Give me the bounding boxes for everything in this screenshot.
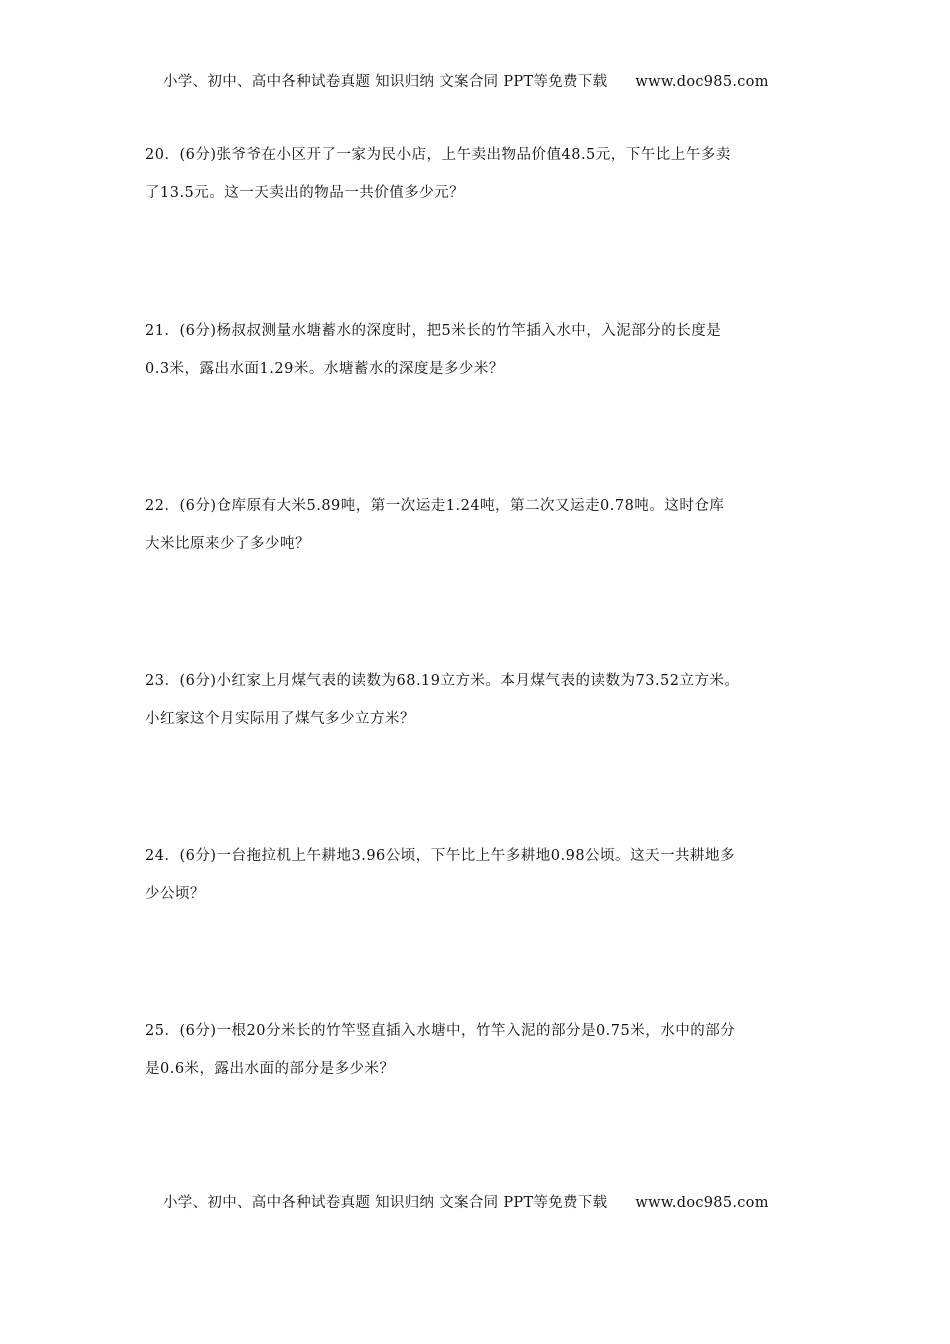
question-line: 是0.6米，露出水面的部分是多少米？ [145, 1061, 395, 1077]
question-22 [145, 487, 825, 563]
question-line: 少公顷？ [145, 886, 205, 902]
page-header [163, 70, 769, 91]
question-line: 25．(6分)一根20分米长的竹竿竖直插入水塘中，竹竿入泥的部分是0.75米，水中的部分 [145, 1023, 736, 1039]
question-line: 21．(6分)杨叔叔测量水塘蓄水的深度时，把5米长的竹竿插入水中，入泥部分的长度是 [145, 323, 722, 339]
footer-url: www.doc985.com [635, 1195, 769, 1211]
question-24 [145, 837, 825, 913]
question-line: 0.3米，露出水面1.29米。水塘蓄水的深度是多少米？ [145, 361, 504, 377]
question-line: 22．(6分)仓库原有大米5.89吨，第一次运走1.24吨，第二次又运走0.78吨。这时仓库 [145, 498, 725, 514]
question-line: 小红家这个月实际用了煤气多少立方米？ [145, 711, 415, 727]
page-footer [163, 1191, 769, 1212]
header-text: 小学、初中、高中各种试卷真题 知识归纳 文案合同 PPT等免费下载 [163, 74, 608, 90]
question-line: 了13.5元。这一天卖出的物品一共价值多少元？ [145, 185, 465, 201]
footer-text: 小学、初中、高中各种试卷真题 知识归纳 文案合同 PPT等免费下载 [163, 1195, 608, 1211]
question-21 [145, 312, 825, 388]
header-url: www.doc985.com [635, 74, 769, 90]
question-25 [145, 1012, 825, 1088]
question-line: 大米比原来少了多少吨？ [145, 536, 310, 552]
question-23 [145, 662, 825, 738]
question-line: 20．(6分)张爷爷在小区开了一家为民小店，上午卖出物品价值48.5元，下午比上午多卖 [145, 147, 731, 163]
question-20 [145, 136, 825, 212]
question-line: 23．(6分)小红家上月煤气表的读数为68.19立方米。本月煤气表的读数为73.52立方米。 [145, 673, 740, 689]
question-line: 24．(6分)一台拖拉机上午耕地3.96公顷，下午比上午多耕地0.98公顷。这天一共耕地多 [145, 848, 736, 864]
